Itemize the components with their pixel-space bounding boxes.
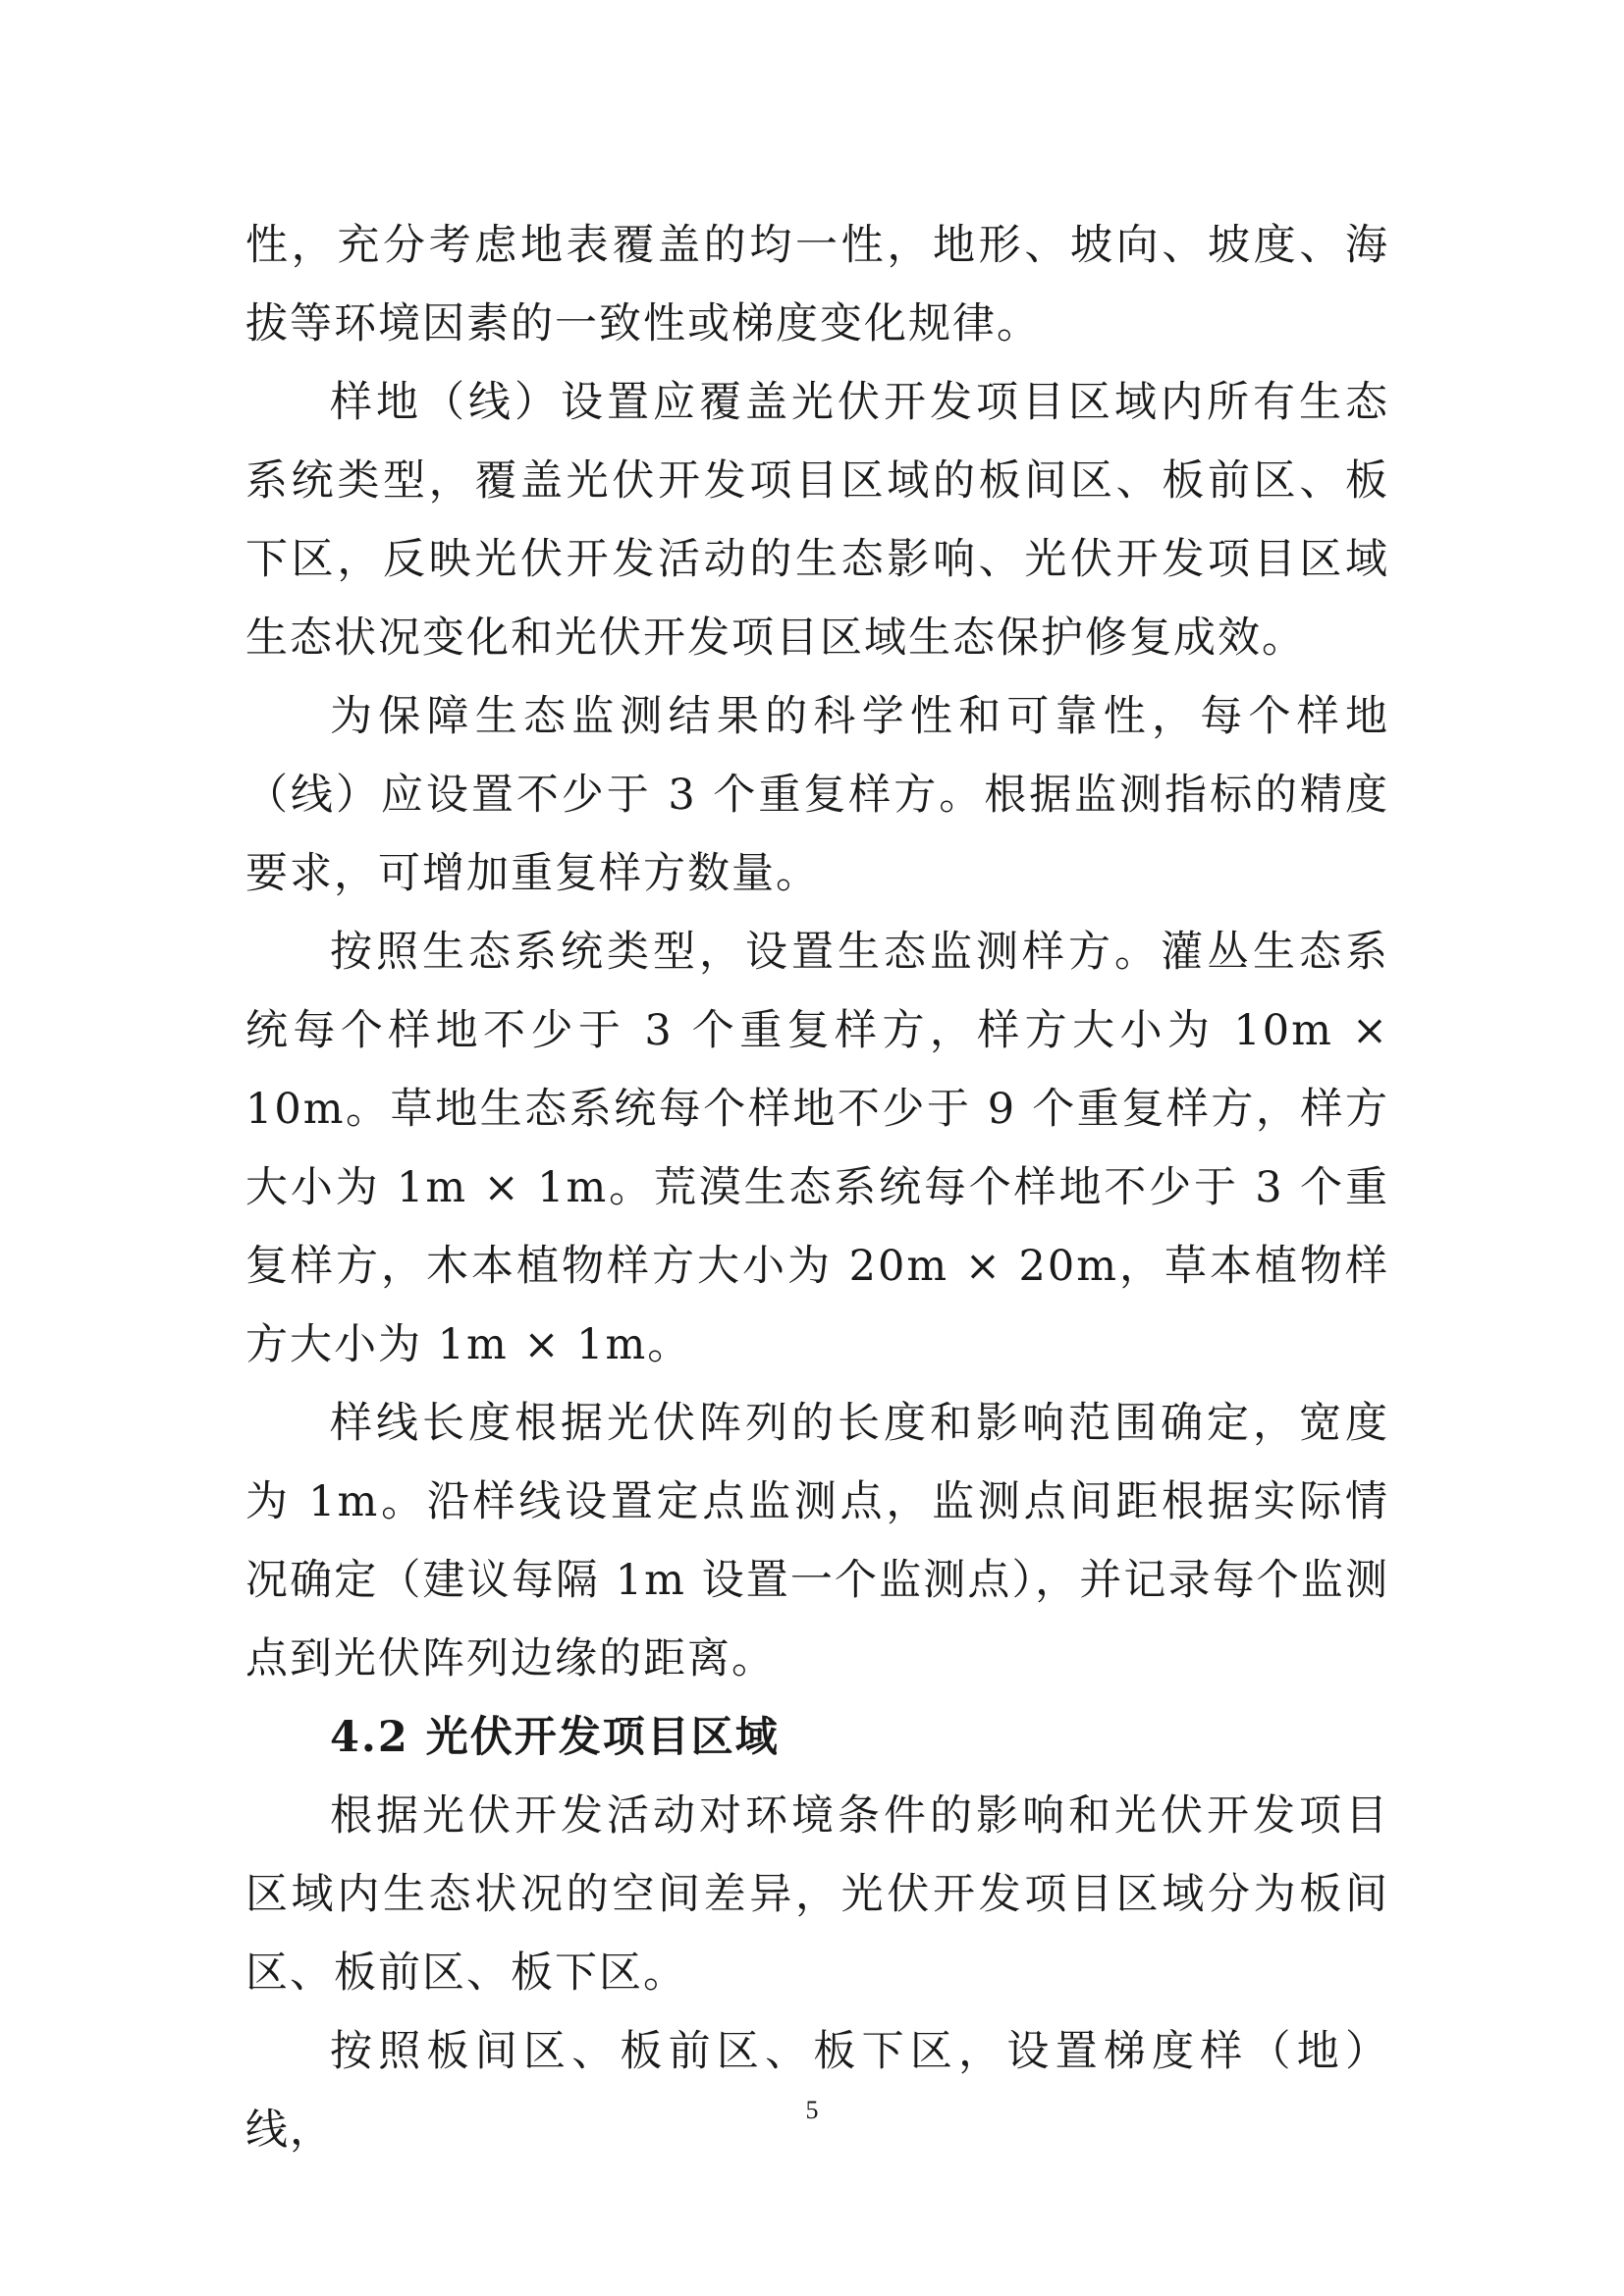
section-heading: 4.2 光伏开发项目区域 xyxy=(330,1713,780,1762)
page-body xyxy=(245,206,1389,2169)
paragraph-quadrat-sizes: 按照生态系统类型，设置生态监测样方。灌丛生态系统每个样地不少于 3 个重复样方，样方大小为 10m × 10m。草地生态系统每个样地不少于 9 个重复样方，样方大小为 1m × 1m。荒漠生态系统每个样地不少于 3 个重复样方，木本植物样方大小为 20m × 20m，草本植物样方大小为 1m × 1m。 xyxy=(245,928,1389,1369)
page-number: 5 xyxy=(805,2096,819,2124)
paragraph-gradient-transect: 按照板间区、板前区、板下区，设置梯度样（地）线， xyxy=(245,2027,1389,2155)
paragraph-repeat-quadrats: 为保障生态监测结果的科学性和可靠性，每个样地（线）应设置不少于 3 个重复样方。根据监测指标的精度要求，可增加重复样方数量。 xyxy=(245,692,1389,898)
paragraph-transect: 样线长度根据光伏阵列的长度和影响范围确定，宽度为 1m。沿样线设置定点监测点，监测点间距根据实际情况确定（建议每隔 1m 设置一个监测点），并记录每个监测点到光伏阵列边缘的距离。 xyxy=(245,1399,1389,1683)
paragraph-plot-coverage: 样地（线）设置应覆盖光伏开发项目区域内所有生态系统类型，覆盖光伏开发项目区域的板间区、板前区、板下区，反映光伏开发活动的生态影响、光伏开发项目区域生态状况变化和光伏开发项目区域生态保护修复成效。 xyxy=(245,378,1389,663)
paragraph-zone-division: 根据光伏开发活动对环境条件的影响和光伏开发项目区域内生态状况的空间差异，光伏开发项目区域分为板间区、板前区、板下区。 xyxy=(245,1791,1389,1998)
paragraph-continuation: 性，充分考虑地表覆盖的均一性，地形、坡向、坡度、海拔等环境因素的一致性或梯度变化规律。 xyxy=(245,221,1389,348)
